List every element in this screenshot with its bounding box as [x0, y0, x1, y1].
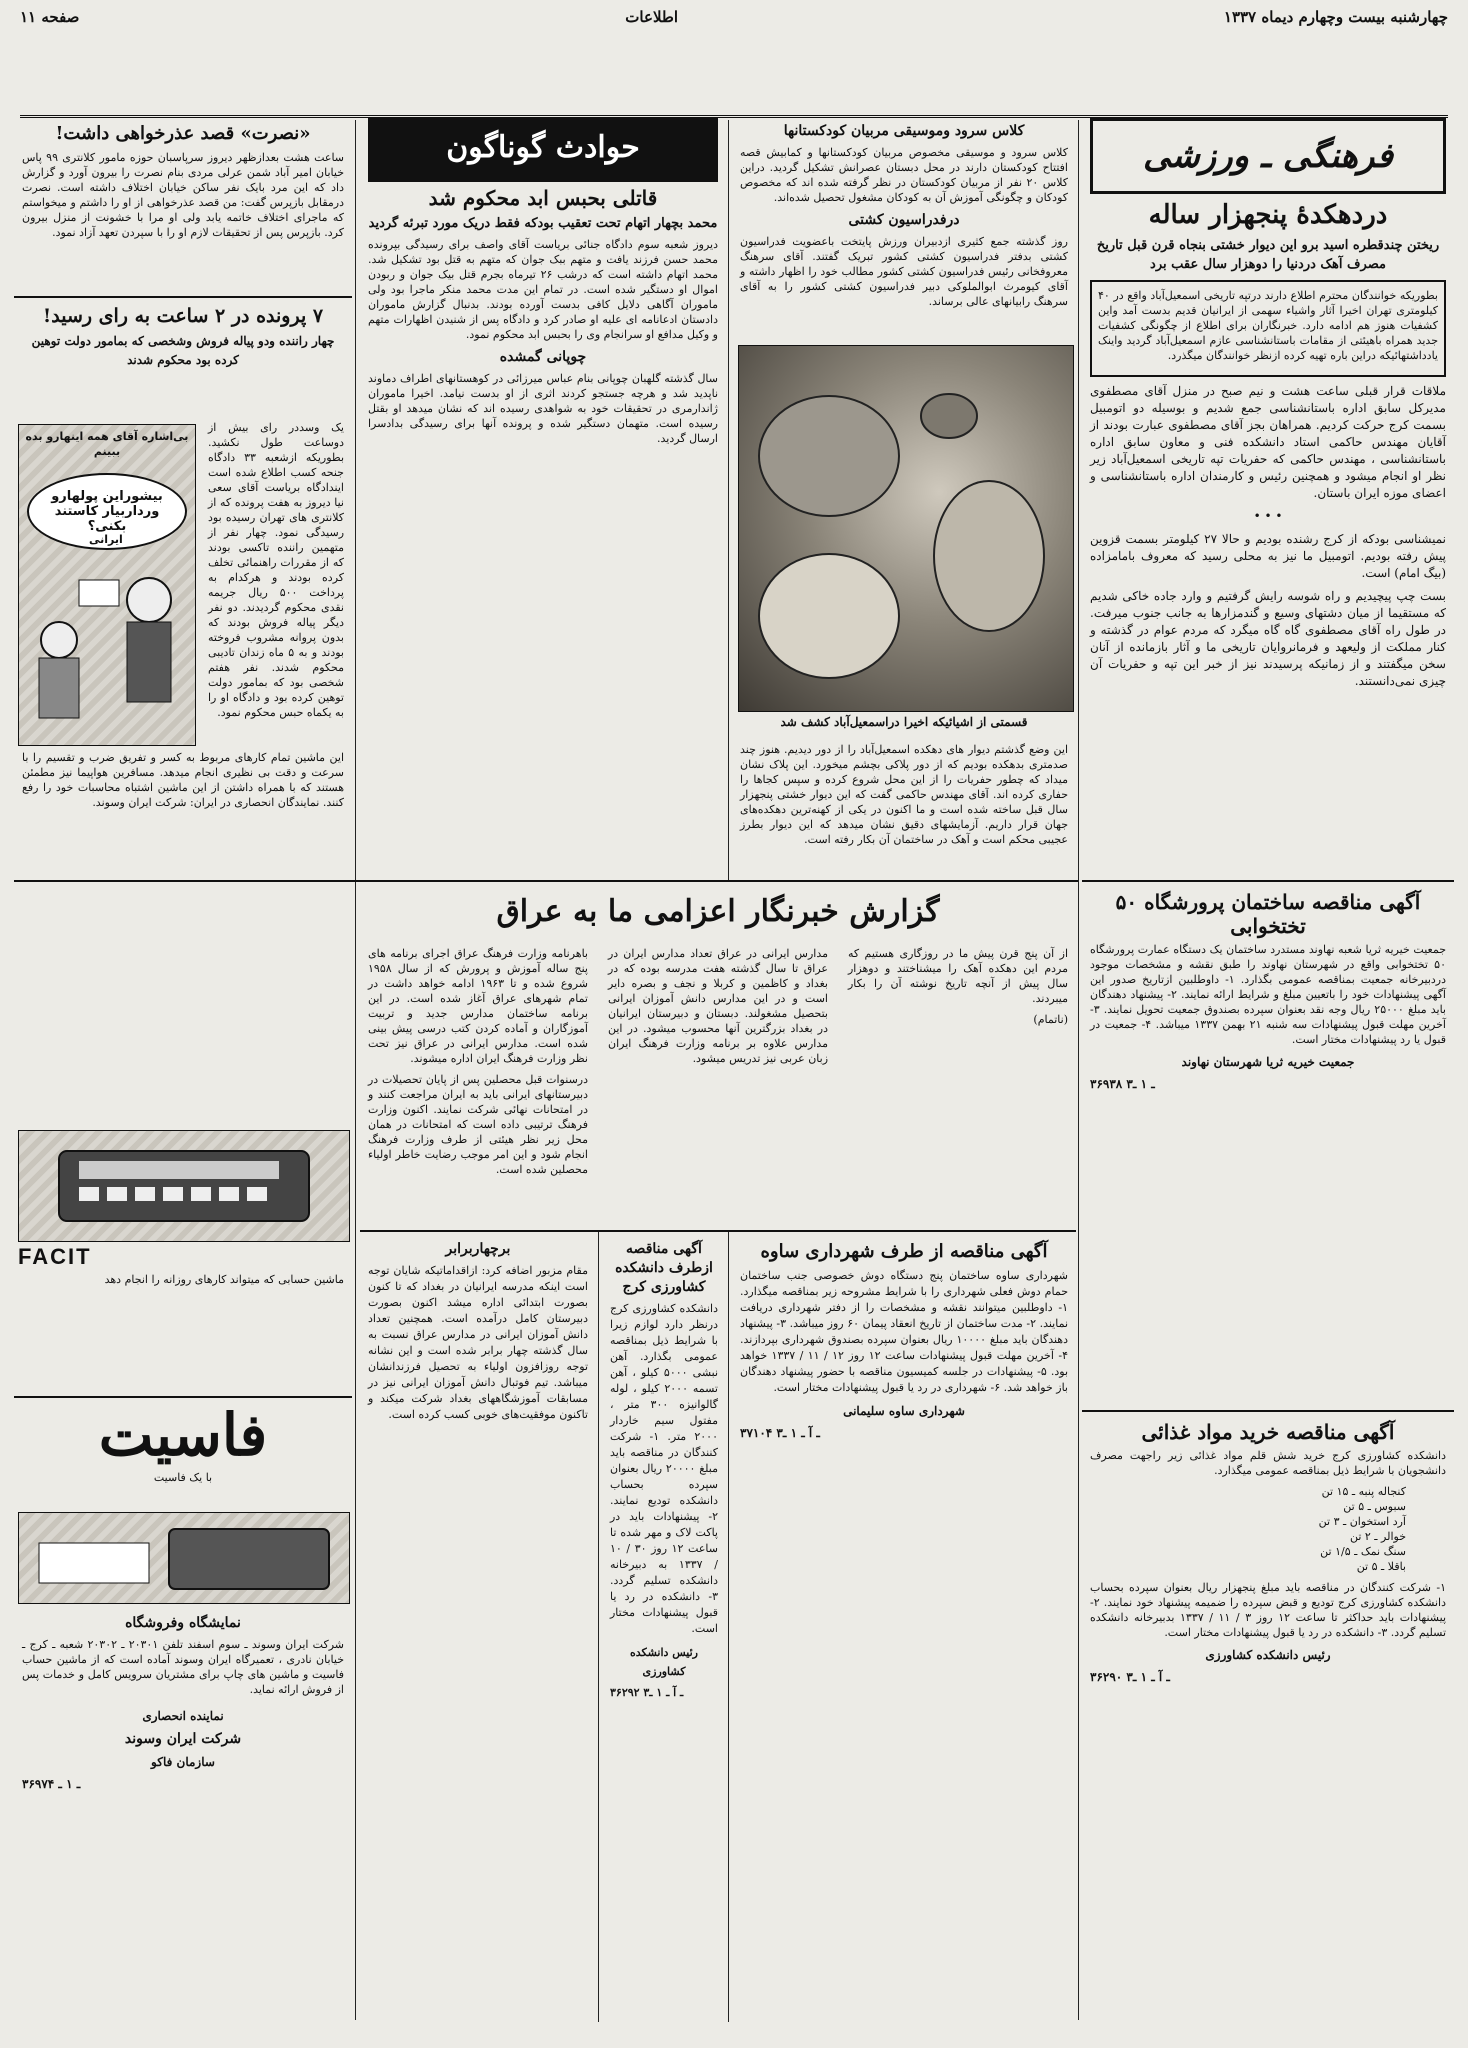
nosrat-body: ساعت هشت بعدازظهر دیروز سرپاسبان حوزه مامور کلانتری ۹۹ پاس خیابان امیر آباد شمن عرلی مردی بنام نصرت را بیرون آورد و گزارش داد که این مرد بایک نفر ساکن خیابان اختلاف داشته است. نصرت درمقابل بازپرس گفت: من قصد عذرخواهی از او را داشتم و میخواستم که ماجرای اختلاف خاتمه یابد ولی او مرا با خشونت از منزل بیرون کرد. بازپرس پس از تحقیقات لازم او را با سپردن تعهد آزاد نمود.: [22, 151, 345, 239]
facit-machine-image: [18, 1512, 350, 1604]
seven-cases-body: یک وسددر رای بیش از دوساعت طول نکشید. بطوریکه ازشعبه ۳۳ دادگاه جنحه کسب اطلاع شده است ایندادگاه برياست آقای سعی نیا دیروز به هفت پرونده که از کلانتری های تهران رسیده بود رسیدگی نمود. چهار نفر از متهمین راننده تاکسی بودند که از مقررات راهنمائی تخلف کرده بودند و هرکدام به پرداخت ۵۰۰ ریال جریمه نقدی محکوم گردیدند. دو نفر دیگر پیاله فروش بودند که بدون پروانه مشروب فروخته بودند و به ۵ ماه زندان تادیبی محکوم شدند. نفر هفتم شخصی بود که بمامور دولت توهین کرده بود و دادگاه او را به یکماه حبس محکوم نمود.: [208, 421, 345, 719]
orphanage-ad-footer: جمعیت خیریه ثریا شهرستان نهاوند: [1181, 1055, 1355, 1069]
section-divider: [14, 1396, 352, 1398]
savah-ad-title: آگهی مناقصه از طرف شهرداری ساوه: [760, 1241, 1048, 1262]
facit-store-block: [14, 1610, 352, 2030]
food-ad-title: آگهی مناقصه خرید مواد غذائی: [1141, 1420, 1395, 1444]
iraq-report-ending: از آن پنج قرن پیش ما در روزگاری هستیم که مردم این دهکده آهک را میشناختند و دوهزار سال پیش از آنچه تاریخ نوشته آن را بکار میبردند.: [848, 947, 1068, 1005]
karaj-ad-title: آگهی مناقصه ازطرف دانشکده کشاورزی کرج: [615, 1241, 713, 1295]
list-item: سبوس ـ ۵ تن: [1343, 1500, 1406, 1513]
food-ad-terms: ۱- شرکت کنندگان در مناقصه باید مبلغ پنجهزار ریال بعنوان سپرده بحساب دانشکده کشاورزی کرج تودیع و قبض سپرده را ضمیمه پیشنهاد خود نمایند. ۲- پیشنهادات باید حداکثر تا ساعت ۱۲ روز ۳ / ۱۱ / ۱۳۳۷ بدبیرخانه دانشکده تسلیم گردد. ۳- دانشکده در رد یا قبول پیشنهادات مختار است.: [1090, 1581, 1446, 1639]
cartoon-speech-bubble: بیشوراین پولهارو ورداربیار کاستند بکنی؟: [27, 473, 187, 550]
facit-company: شرکت ایران وسوند: [124, 1731, 242, 1747]
events-body: دیروز شعبه سوم دادگاه جنائی برياست آقای واصف برای رسیدگی بپرونده محمد حسن فرزند یافت و متهم ببک جوان که متهم به قتل بود تشکیل شد. محمد اتهام داشته است که درشب ۲۶ تیرماه بجرم قتل بیک جوان و ربودن اموال او دستگیر شده است. در تمام این مدت محمد منکر ماجرا بود ولی ماموران آگاهی دلایل کافی بدست آورده بودند. بدنبال گزارش ماموران دادستان ادعانامه ای علیه او صادر کرد و دادگاه پس از شنیدن اظهارات متهم و وکیل مدافع او سرانجام وی را بحبس ابد محکوم نمود.: [368, 238, 719, 341]
facit-code: ۳۶۹۷۴ ـ ۱ ـ: [22, 1777, 81, 1791]
facit-logo-block: [14, 1400, 352, 1510]
village-article-continued: [732, 742, 1076, 882]
cartoon-figures-illustration: [19, 560, 195, 720]
facit-ad-text: [14, 750, 352, 880]
facit-brand-fa-sub: با یک فاسیت: [153, 1471, 213, 1484]
facit-store-body: شرکت ایران وسوند ـ سوم اسفند تلفن ۲۰۳۰۱ ـ ۲۰۳۰۲ شعبه ـ کرج ـ خیابان نادری ، تعمیرگاه ایران وسوند آماده است که از ماشین حساب فاسیت و ماشین های چاپ برای مشتریان سرویس کامل و خدمات پس از فروش ارائه نماید.: [22, 1638, 344, 1696]
orphanage-ad-body: جمعیت خیریه ثریا شعبه نهاوند مستدرد ساختمان یک دستگاه عمارت پرورشگاه ۵۰ تختخوابی واقع در شهرستان نهاوند را طبق نقشه و مشخصات موجود دردبیرخانه جمعیت بمناقصه عمومی بگذارد. ۱- داوطلبین ازتاریخ صدور این آگهی پیشنهادات خود را باتعیین مبلغ و شرایط ارائه نمایند. ۲- پیشنهاد دهندگان باید مبلغ ۲۵۰۰۰ ریال وجه نقد بعنوان سپرده بصندوق جمعیت تحویل نمایند. ۳- آخرین مهلت قبول پیشنهادات سه شنبه ۲۱ بهمن ۱۳۳۷ میباشد. ۴- جمعیت در قبول یا رد پیشنهادات مختار است.: [1090, 943, 1446, 1046]
calculator-icon: [19, 1131, 349, 1241]
shepherd-title: چوپانی گمشده: [499, 349, 587, 365]
seven-cases-body-column: [200, 420, 352, 780]
wrestling-body: روز گذشته جمع کثیری ازدبیران ورزش پایتخت باعضویت فدراسیون کشتی بدفتر فدراسیون کشتی کشور تبریک گفتند. آقای سرهنگ معروفخانی رئیس فدراسیون کشتی کشور مطالب خود را اظهار داشته و آقای کیومرث ابوالملوکی دبیر فدراسیون کشتی کشور را به آقای سرهنگ رابیانهای عالی برساند.: [740, 235, 1068, 308]
misc-body: مقام مزبور اضافه کرد: ازاقداماتیکه شایان توجه است اینکه مدرسه ایرانیان در بغداد که تا کنون بصورت ابتدائی اداره میشد اکنون بصورت دبیرستان کامل درآمده است. همچنین تعداد دانش آموزان ایرانی در مدارس عراق نسبت به سال گذشته چهار برابر شده است و این نشانه توجه روزافزون اولیاء به تحصیل فرزندانشان میباشد. تیم فوتبال دانش آموزان ایرانی نیز در مسابقات آموزشگاههای بغداد شرکت میکند و تاکنون موفقیت‌های خوبی کسب کرده است.: [368, 1264, 588, 1421]
photo-caption-box: [732, 714, 1076, 736]
food-items-list: [1090, 1484, 1446, 1574]
facit-brand-fa: فاسیت: [98, 1401, 268, 1469]
photo-caption: قسمتی از اشیائیکه اخیرا دراسمعیل‌آباد کشف شد: [780, 715, 1028, 729]
list-item: آرد استخوان ـ ۳ تن: [1318, 1515, 1406, 1528]
shepherd-body: سال گذشته گلهبان چوپانی بنام عباس میرزائی در کوهستانهای اطراف دماوند ناپدید شد و هرچه جستجو کردند اثری از او بدست نیامد. اخیرا ماموران ژاندارمری در تحقیقات خود به شواهدی رسیده اند که نشان میدهد او بقتل رسیده است. متهمان دستگیر شده و پرونده آنها برای رسیدگی بدادسرا ارسال گردید.: [368, 372, 718, 445]
column-rule: [728, 1232, 729, 2022]
village-body: این وضع گذشتم دیوار های دهکده اسمعیل‌آباد را از دور دیدیم. هنوز چند صدمتری بدهکده بودیم که از دور پلاکی بچشم میخورد. این پلاک نشان میداد که چطور حفریات را از این محل شروع کرده و سپس کجاها را حفاری کرده اند. آقای مهندس حاکمی گفت که این دیوار خشتی پنجهزار سال قبل ساخته شده است و ما اکنون در یکی از کهنه‌ترین دهکده‌های جهان قرار داریم. آزمایشهای دقیق نشان میدهد که این دیوار بطرز عجیبی محکم است و آهک در ساختمان آن بکار رفته است.: [740, 743, 1068, 846]
music-class-article: [732, 118, 1076, 338]
iraq-report-col2-text: مدارس ایرانی در عراق تعداد مدارس ایران در عراق تا سال گذشته هفت مدرسه بوده که در بغداد و کاظمین و کربلا و نجف و بصره دایر است و در این مدارس دانش آموزان ایرانی بتحصیل مشغولند. دبستان و دبیرستان ایرانیان در بغداد بزرگترین آنها محسوب میشود. در این مدارس علاوه بر برنامه وزارت فرهنگ ایران زبان عربی نیز تدریس میشود.: [608, 947, 828, 1065]
iraq-report-col3-text: درسنوات قبل محصلین پس از پایان تحصیلات در دبیرستانهای ایرانی باید به ایران مراجعت کنند و در امتحانات نهائی شرکت نمایند. اکنون وزارت فرهنگ ترتیبی داده است که امتحانات در همان محل زیر نظر هیئتی از طرف وزارت فرهنگ انجام شود و این امر موجب رضایت خاطر اولیاء محصلین شده است.: [368, 1073, 588, 1176]
food-ad-body: دانشکده کشاورزی کرج خرید شش قلم مواد غذائی زیر راجهت مصرف دانشجویان با شرایط ذیل بمناقصه عمومی میگذارد.: [1090, 1449, 1446, 1477]
karaj-ad-footer: رئیس دانشکده کشاورزی: [630, 1646, 698, 1678]
savah-tender-ad: [732, 1236, 1076, 2026]
karaj-tender-ad: [602, 1236, 726, 2026]
savah-ad-code: ۳۷۱۰۴ ـ آ ـ ۱ ـ۳: [740, 1426, 820, 1440]
misc-title: برچهاربرابر: [445, 1241, 511, 1257]
section-divider: [14, 296, 352, 298]
facit-org: سازمان فاکو: [151, 1755, 215, 1769]
events-section: [360, 118, 726, 878]
section-divider: [1082, 880, 1454, 882]
karaj-ad-body: دانشکده کشاورزی کرج درنظر دارد لوازم زیرا با شرایط ذیل بمناقصه عمومی بگذارد. آهن نبشی ۵۰۰۰ کیلو ، آهن تسمه ۲۰۰۰ کیلو ، لوله گالوانیزه ۳۰۰ متر ، مفتول سیم خاردار ۲۰۰۰ متر. ۱- شرکت کنندگان در مناقصه باید مبلغ ۲۰۰۰۰ ریال بعنوان سپرده بحساب دانشکده تودیع نمایند. ۲- پیشنهادات باید در پاکت لاک و مهر شده تا ساعت ۱۲ روز ۳۰ / ۱۰ / ۱۳۳۷ به دبیرخانه دانشکده تسلیم گردد. ۳- دانشکده در رد یا قبول پیشنهادات مختار است.: [610, 1302, 719, 1635]
culture-body-2: بست چپ پیچیدیم و راه شوسه رایش گرفتیم و وارد جاده خاکی شدیم که مستقیما از میان دشتهای وسیع و گندمزارها به جانب جنوب میرفت. در طول راه آقای مصطفوی گاه گاه میگرد که مردم عوام در گذشته و کنار مملکت از ولیعهد و فرمانروایان تاریخی ما و آثار بازمانده از آنان سخن میگفتند و از زمانیکه پرسیدند نیز از خبر این تپه و حفریات آن چیزی نمی‌دانستند.: [1090, 589, 1446, 688]
facit-agent: نماینده انحصاری: [142, 1709, 224, 1723]
page-header: [20, 8, 1448, 118]
iraq-report-col-3: [360, 946, 596, 1226]
column-rule: [1078, 120, 1079, 2020]
iraq-report-source: (ناتمام): [1033, 1013, 1068, 1026]
section-divider: [1082, 1410, 1454, 1412]
issue-date: چهارشنبه بیست وچهارم دیماه ۱۳۳۷: [1223, 8, 1448, 26]
column-rule: [728, 120, 729, 880]
orphanage-ad-title: آگهی مناقصه ساختمان پرورشگاه ۵۰ تختخوابی: [1115, 890, 1421, 938]
culture-middle: نمیشناسی بودکه از کرج رشنده بودیم و حالا ۲۷ کیلومتر بسمت قزوین پیش رفته بودیم. اتومبیل ما نیز به محلی رسید که معروف بامامزاده (بیگ امام) است.: [1090, 532, 1447, 580]
list-item: سنگ نمک ـ ۱/۵ تن: [1320, 1545, 1406, 1558]
facit-note: ماشین حسابی که میتواند کارهای روزانه را انجام دهد: [104, 1273, 344, 1286]
list-item: خوالر ـ ۲ تن: [1349, 1530, 1406, 1543]
facit-ad-body: این ماشین تمام کارهای مربوط به کسر و تفریق ضرب و تقسیم را با سرعت و دقت بی نظیری انجام میدهد. مسافرین هواپیما نیز مطمئن هستند که با همراه داشتن از این ماشین اشتباه محاسبات خود را رفع کنند. نمایندگان انحصاری در ایران: شرکت ایران وسوند.: [22, 751, 344, 809]
paper-name: اطلاعات: [625, 8, 678, 26]
culture-headline: دردهکدهٔ پنجهزار ساله: [1148, 200, 1388, 230]
iraq-report-headline: گزارش خبرنگار اعزامی ما به عراق: [496, 894, 940, 929]
column-rule: [598, 1232, 599, 2022]
culture-body: ملاقات قرار قبلی ساعت هشت و نیم صبح در منزل آقای مصطفوی مدیرکل سابق اداره باستانشناسی جمع شدیم و بوسیله دو اتومبیل بسمت کرج حرکت کردیم. همراهان بجز آقای مصطفوی عبارت بودند از آقایان مهندس حاکمی استاد دانشکده فنی و معاون سابق اداره باستانشناسی ، مهندس حاکمی که حفریات تپه تاریخی اسمعیل‌آباد زیر نظر او انجام میشود و همچنین رئیس و کارمندان اداره باستانشناسی و اعضای موزه ایران باستان.: [1090, 384, 1446, 500]
savah-ad-footer: شهرداری ساوه سلیمانی: [843, 1404, 965, 1418]
pottery-illustration: [739, 346, 1073, 711]
calculator-illustration: [18, 1130, 350, 1242]
seven-cases-article: [14, 300, 352, 420]
orphanage-ad-code: ۳۶۹۳۸ ـ ۱ ـ۳: [1090, 1077, 1155, 1091]
facit-store-title: نمایشگاه وفروشگاه: [125, 1615, 241, 1631]
iraq-report-col-1: [840, 946, 1076, 1226]
artifacts-photo: [738, 345, 1074, 712]
food-ad-code: ۳۶۲۹۰ ـ آ ـ ۱ ـ۳: [1090, 1670, 1170, 1684]
seven-cases-headline: ۷ پرونده در ۲ ساعت به رای رسید!: [42, 305, 324, 327]
cartoon: [18, 424, 196, 746]
culture-section-title: فرهنگی ـ ورزشی: [1090, 118, 1446, 194]
karaj-ad-code: ۳۶۲۹۲ ـ آ ـ ۱ ـ۳: [610, 1686, 684, 1699]
culture-intro: بطوریکه خوانندگان محترم اطلاع دارند درتپه تاریخی اسمعیل‌آباد واقع در ۴۰ کیلومتری تهران اخیرا آثار واشیاء سهمی از ایرانیان قدیم بدست آمد واین کشفیات هنوز هم ادامه دارد. خبرنگاران برای اطلاع از چگونگی کشفیات جدید همراه باهیئتی از مقامات باستانشناسی عازم اسمعیل‌آباد گردید واینک یادداشتهائیکه دراین باره تهیه کرده ازنظر خوانندگان میگذرد.: [1098, 289, 1438, 362]
seven-cases-subhead: چهار راننده ودو پیاله فروش وشخصی که بمامور دولت توهین کرده بود محکوم شدند: [31, 334, 335, 367]
culture-section: [1082, 118, 1454, 878]
list-item: باقلا ـ ۵ تن: [1356, 1560, 1406, 1573]
iraq-report-body: باهرنامه وزارت فرهنگ عراق اجرای برنامه های پنج ساله آموزش و پرورش که از سال ۱۹۵۸ شروع شده و تا ۱۹۶۳ ادامه خواهد داشت در تمام شهرهای عراق آغاز شده است. در این برنامه ساختمان مدارس جدید و تربیت آموزگاران و آماده کردن کتب درسی پیش بینی شده است. مدارس ایرانی در عراق نیز تحت نظر وزارت فرهنگ ایران اداره میشوند.: [368, 947, 588, 1065]
events-headline: قاتلی بحبس ابد محکوم شد: [428, 186, 658, 210]
food-tender-ad: [1082, 1416, 1454, 2026]
events-subhead: محمد بچهار اتهام تحت تعقیب بودکه فقط دریک مورد تبرئه گردید: [368, 216, 718, 231]
iraq-report-col-2: [600, 946, 836, 1226]
misc-article: [360, 1236, 596, 2026]
section-divider: [360, 1230, 1076, 1232]
events-section-title: حوادث گوناگون: [368, 118, 718, 182]
cartoon-caption: بی‌اشاره آقای همه اینهارو بده ببینم: [25, 430, 189, 458]
savah-ad-body: شهرداری ساوه ساختمان پنج دستگاه دوش خصوصی جنب ساختمان حمام دوش فعلی شهرداری را با شرایط مشروحه زیر بمناقصه میگذارد. ۱- داوطلبین میتوانند نقشه و مشخصات را از دفتر شهرداری دریافت نمایند. ۲- مدت ساختمان از تاریخ انعقاد پیمان ۶۰ روز میباشد. ۳- پیشنهاد دهندگان باید مبلغ ۱۰۰۰۰ ریال بعنوان سپرده بصندوق شهرداری بپردازند. ۴- آخرین مهلت قبول پیشنهادات ساعت ۱۲ روز ۱۲ / ۱۱ / ۱۳۳۷ خواهد بود. ۵- پیشنهادات در جلسه کمیسیون مناقصه با حضور پیشنهاد دهندگان باز خواهد شد. ۶- شهرداری در رد یا قبول پیشنهادات مختار است.: [740, 1269, 1069, 1394]
facit-brand: FACIT: [18, 1244, 92, 1269]
separator: • • •: [1253, 509, 1283, 523]
iraq-report-header: [360, 886, 1076, 946]
list-item: کنجاله پنبه ـ ۱۵ تن: [1321, 1485, 1406, 1498]
music-class-body: کلاس سرود و موسیقی مخصوص مربیان کودکستانها و کمابیش قصه افتتاح کودکستان دارند در محل دبستان عصرانش تشکیل گردید. دراین کلاس ۲۰ نفر از مربیان کودکستان در نظر گرفته شده اند که مخصوص کودکان و چگونگی آموزش آن به کودکان مشغول تحصیل شده‌اند.: [740, 146, 1068, 204]
column-rule: [355, 120, 356, 2020]
culture-subhead: ریختن چندقطره اسید برو این دیوار خشتی بنجاه قرن قبل تاریخ مصرف آهک دردنیا را دوهزار سال عقب برد: [1096, 238, 1440, 272]
food-ad-footer: رئیس دانشکده کشاورزی: [1205, 1648, 1331, 1662]
adding-machine-icon: [19, 1513, 349, 1603]
cartoon-label: ایرانی: [89, 533, 123, 546]
music-class-title: کلاس سرود وموسیقی مربیان کودکستانها: [783, 123, 1025, 139]
nosrat-headline: «نصرت» قصد عذرخواهی داشت!: [55, 123, 311, 144]
wrestling-title: درفدراسیون کشتی: [848, 212, 960, 228]
page-number: صفحه ۱۱: [20, 8, 80, 26]
orphanage-tender-ad: [1082, 886, 1454, 1406]
section-divider: [14, 880, 1078, 882]
